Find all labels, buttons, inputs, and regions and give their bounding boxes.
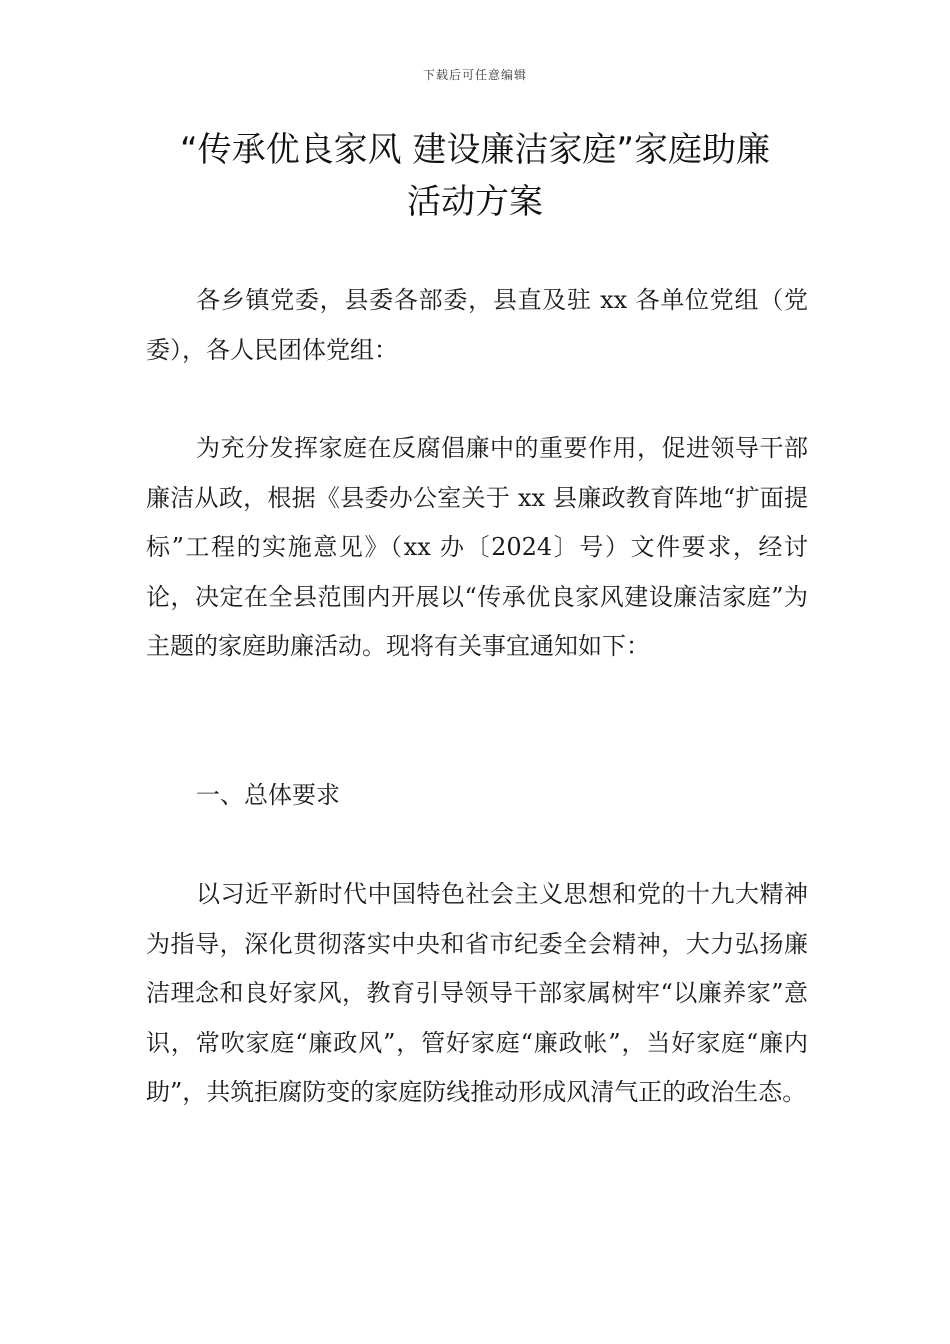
title-line-1: “传承优良家风 建设廉洁家庭”家庭助廉 — [179, 130, 771, 170]
paragraph-general-requirements: 以习近平新时代中国特色社会主义思想和党的十九大精神为指导，深化贯彻落实中央和省市纪委全会精神，大力弘扬廉洁理念和良好家风，教育引导领导干部家属树牢“以廉养家”意识，常吹家庭“廉政风”，管好家庭“廉政帐”，当好家庭“廉内助”，共筑拒腐防变的家庭防线推动形成风清气正的政治生态。 — [146, 880, 808, 1106]
document-title — [120, 124, 830, 228]
header-note: 下载后可任意编辑 — [422, 68, 527, 82]
title-line-2: 活动方案 — [407, 182, 543, 222]
salutation: 各乡镇党委，县委各部委，县直及驻 xx 各单位党组（党委），各人民团体党组： — [146, 286, 808, 364]
paragraph-intro: 为充分发挥家庭在反腐倡廉中的重要作用，促进领导干部廉洁从政，根据《县委办公室关于 xx 县廉政教育阵地“扩面提标”工程的实施意见》（xx 办〔2024〕号）文件要求，经讨论，决定在全县范围内开展以“传承优良家风建设廉洁家庭”为主题的家庭助廉活动。现将有关事宜通知如下： — [146, 434, 808, 660]
section-heading-general-requirements: 一、总体要求 — [196, 781, 340, 809]
